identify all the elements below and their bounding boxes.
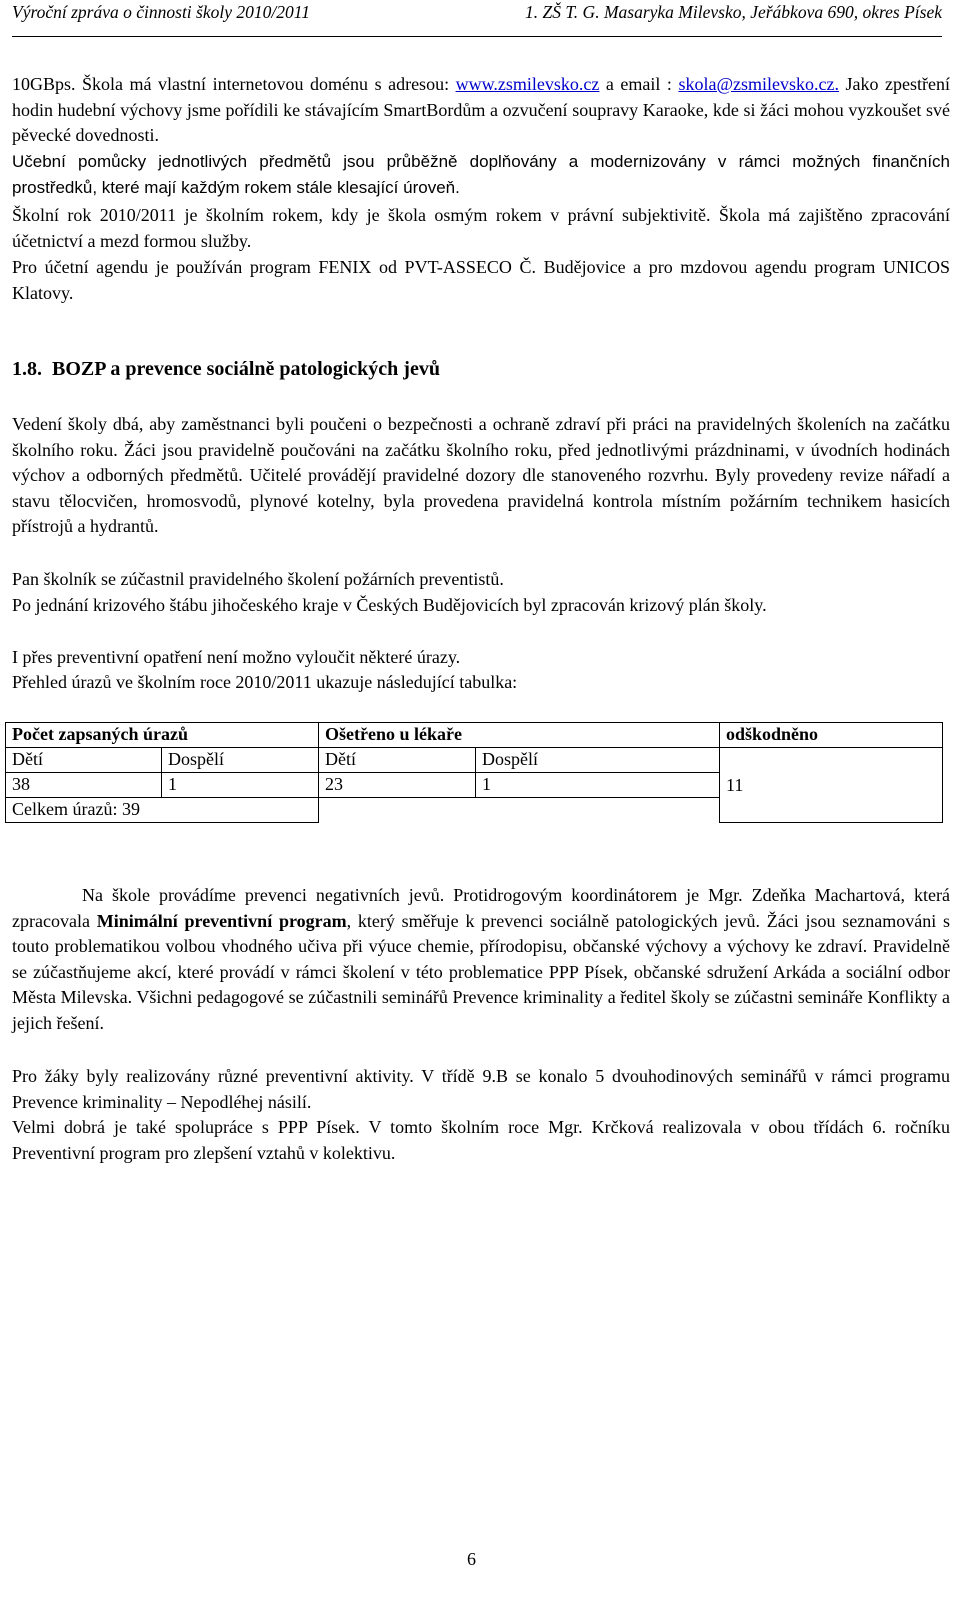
- injury-table: [5, 722, 943, 823]
- prevention-paragraph-cooperation: Velmi dobrá je také spolupráce s PPP Písek. V tomto školním roce Mgr. Krčková realizovala v obou třídách 6. ročníku Preventivní program pro zlepšení vztahů v kolektivu.: [12, 1117, 950, 1163]
- intro-paragraph-internet: 10GBps. Škola má vlastní internetovou doménu s adresou: www.zsmilevsko.cz a email : skola@zsmilevsko.cz. Jako zpestření hodin hudební výchovy jsme pořídili ke stávajícím SmartBordům a ozvučení soupravy Karaoke, kde si žáci mohou vyzkoušet své pěvecké dovednosti.: [12, 74, 950, 145]
- table-subheader-children-treated: Dětí: [319, 748, 476, 773]
- section-heading: [12, 358, 440, 381]
- table-subheader-adults: Dospělí: [162, 748, 319, 773]
- table-header-recorded: Počet zapsaných úrazů: [6, 723, 319, 748]
- table-cell: 1: [476, 773, 720, 798]
- table-cell: 1: [162, 773, 319, 798]
- bozp-paragraph-injuries: I přes preventivní opatření není možno vyloučit některé úrazy.: [12, 647, 461, 667]
- header-school-name: 1. ZŠ T. G. Masaryka Milevsko, Jeřábkova 690, okres Písek: [525, 2, 942, 22]
- minimal-prevention-program: Minimální preventivní program: [96, 910, 347, 931]
- prevention-paragraph-activities: Pro žáky byly realizovány různé preventivní aktivity. V třídě 9.B se konalo 5 dvouhodinových seminářů v rámci programu Prevence kriminality – Nepodléhej násilí.: [12, 1066, 950, 1112]
- page-header: [12, 2, 942, 37]
- section-title: BOZP a prevence sociálně patologických jevů: [52, 358, 440, 380]
- website-link[interactable]: www.zsmilevsko.cz: [455, 74, 600, 94]
- table-row: [6, 723, 943, 748]
- table-cell-compensated: 11: [720, 748, 943, 823]
- table-total: Celkem úrazů: 39: [6, 798, 319, 823]
- intro-paragraph-teaching-aids: Učební pomůcky jednotlivých předmětů jsou průběžně doplňovány a modernizovány v rámci možných finančních prostředků, které mají každým rokem stále klesající úroveň.: [12, 152, 950, 197]
- table-cell: 23: [319, 773, 476, 798]
- header-report-title: Výroční zpráva o činnosti školy 2010/2011: [12, 2, 310, 22]
- intro-paragraph-legal-status: Školní rok 2010/2011 je školním rokem, kdy je škola osmým rokem v právní subjektivitě. Škola má zajištěno zpracování účetnictví a mezd formou služby.: [12, 205, 950, 251]
- intro-paragraph-accounting: Pro účetní agendu je používán program FENIX od PVT-ASSECO Č. Budějovice a pro mzdovou agendu program UNICOS Klatovy.: [12, 257, 950, 303]
- table-header-treated: Ošetřeno u lékaře: [319, 723, 720, 748]
- table-cell: 38: [6, 773, 162, 798]
- bozp-paragraph-crisis-plan: Po jednání krizového štábu jihočeského kraje v Českých Budějovicích byl zpracován krizový plán školy.: [12, 595, 767, 615]
- bozp-paragraph-caretaker: Pan školník se zúčastnil pravidelného školení požárních preventistů.: [12, 569, 504, 589]
- prevention-paragraph-main: Na škole provádíme prevenci negativních jevů. Protidrogovým koordinátorem je Mgr. Zdeňka Machartová, která zpracovala Minimální preventivní program, který směřuje k prevenci sociálně patologických jevů. Žáci jsou seznamováni s touto problematikou volbou vhodného učiva při výuce chemie, přírodopisu, občanské výchovy a výchovy ke zdraví. Pravidelně se zúčastňujeme akcí, které provádí v rámci školení v této problematice PPP Písek, občanské sdružení Arkáda a sociální odbor Města Milevska. Všichni pedagogové se zúčastnili seminářů Prevence kriminality a ředitel školy se zúčastni semináře Konflikty a jejich řešení.: [12, 885, 951, 1033]
- table-header-compensated: odškodněno: [720, 723, 943, 748]
- table-subheader-adults-treated: Dospělí: [476, 748, 720, 773]
- table-empty-cell: [319, 798, 720, 823]
- table-row: [6, 748, 943, 773]
- email-link[interactable]: skola@zsmilevsko.cz.: [678, 74, 839, 94]
- table-subheader-children: Dětí: [6, 748, 162, 773]
- bozp-paragraph-table-intro: Přehled úrazů ve školním roce 2010/2011 ukazuje následující tabulka:: [12, 672, 518, 692]
- page-number: 6: [467, 1549, 476, 1569]
- section-number: 1.8.: [12, 358, 42, 380]
- bozp-paragraph-main: Vedení školy dbá, aby zaměstnanci byli poučeni o bezpečnosti a ochraně zdraví při práci na pravidelných školeních na začátku školního roku. Žáci jsou pravidelně poučováni na začátku školního roku, před jednotlivými prázdninami, v úvodních hodinách výchov a odborných předmětů. Učitelé provádějí pravidelné dozory dle stanoveného rozvrhu. Byly provedeny revize nářadí a stavu tělocvičen, hromosvodů, plynové kotelny, byla provedena pravidelná kontrola místním požárním technikem hasicích přístrojů a hydrantů.: [12, 414, 950, 536]
